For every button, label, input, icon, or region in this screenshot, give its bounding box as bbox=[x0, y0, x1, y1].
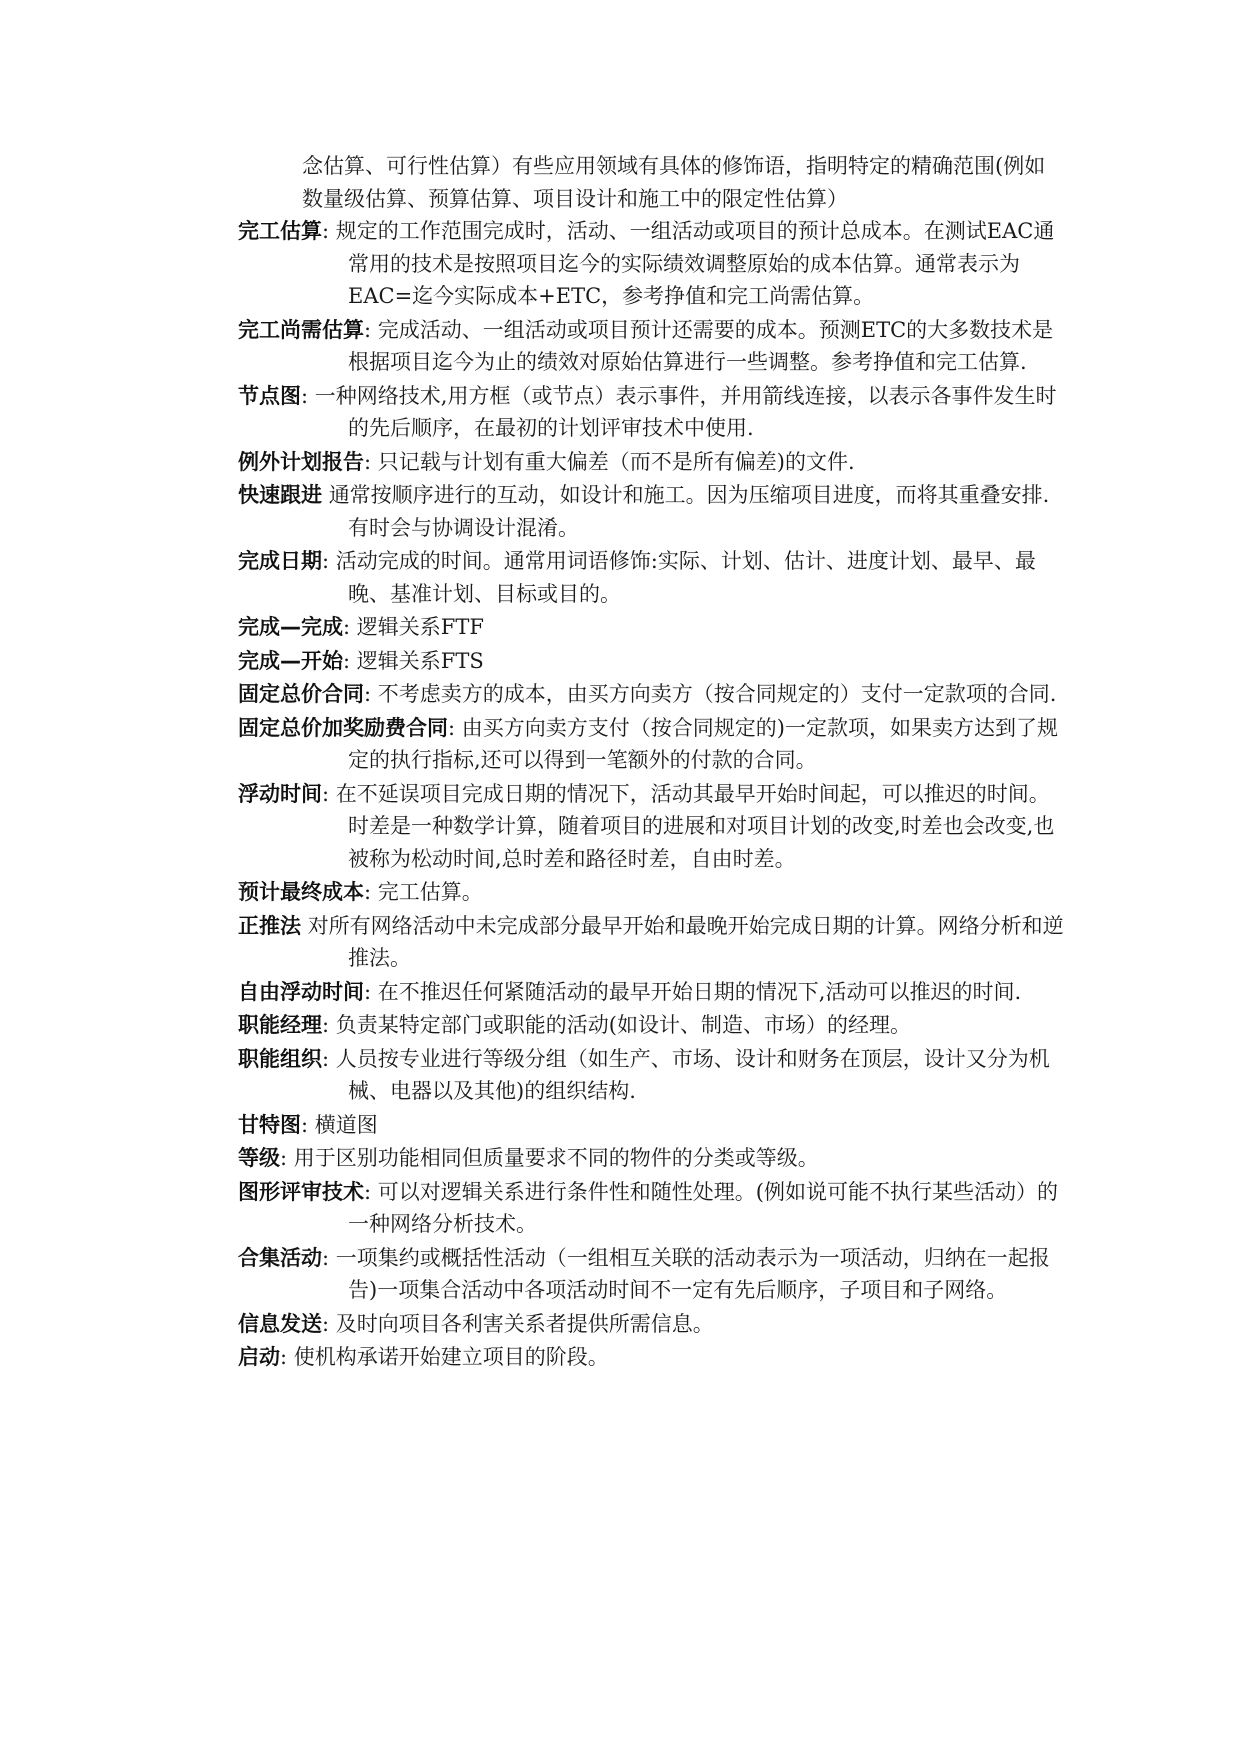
glossary-entry bbox=[238, 545, 1068, 610]
term-separator: : bbox=[280, 1345, 294, 1369]
glossary-definition: 逻辑关系FTS bbox=[356, 648, 484, 673]
term-separator bbox=[322, 483, 329, 507]
glossary-entry bbox=[238, 611, 1068, 644]
glossary-term: 浮动时间 bbox=[238, 781, 322, 806]
glossary-definition: 完工估算。 bbox=[377, 880, 483, 904]
glossary-definition: 完成活动、一组活动或项目预计还需要的成本。预测ETC的大多数技术是根据项目迄今为止的绩效对原始估算进行一些调整。参考挣值和完工估算. bbox=[348, 317, 1054, 374]
glossary-entry bbox=[238, 876, 1068, 909]
glossary-entry bbox=[238, 479, 1068, 544]
term-separator: : bbox=[322, 1013, 336, 1037]
glossary-definition: 在不推迟任何紧随活动的最早开始日期的情况下,活动可以推迟的时间. bbox=[377, 979, 1022, 1004]
glossary-term: 完成—开始 bbox=[238, 648, 343, 673]
term-separator: : bbox=[343, 648, 357, 673]
glossary-definition: 逻辑关系FTF bbox=[356, 615, 484, 639]
glossary-entry bbox=[238, 910, 1068, 975]
glossary-term: 例外计划报告 bbox=[238, 449, 364, 474]
glossary-entry bbox=[238, 1142, 1068, 1175]
glossary-definition: 通常按顺序进行的互动，如设计和施工。因为压缩项目进度，而将其重叠安排.有时会与协调设计混淆。 bbox=[328, 483, 1050, 540]
glossary-term: 甘特图 bbox=[238, 1112, 301, 1137]
glossary-entry bbox=[238, 678, 1068, 711]
glossary-term: 完工估算 bbox=[238, 219, 322, 243]
glossary-entry bbox=[238, 314, 1068, 379]
glossary-term: 图形评审技术 bbox=[238, 1179, 364, 1204]
glossary-entry bbox=[238, 976, 1068, 1009]
glossary-term: 快速跟进 bbox=[238, 483, 322, 507]
term-separator: : bbox=[364, 1179, 378, 1204]
glossary-definition: 规定的工作范围完成时，活动、一组活动或项目的预计总成本。在测试EAC通常用的技术是按照项目迄今的实际绩效调整原始的成本估算。通常表示为EAC=迄今实际成本+ETC，参考挣值和完工尚需估算。 bbox=[335, 219, 1055, 308]
glossary-term: 固定总价加奖励费合同 bbox=[238, 715, 448, 740]
glossary-term: 等级 bbox=[238, 1146, 280, 1170]
glossary-definition: 使机构承诺开始建立项目的阶段。 bbox=[293, 1345, 609, 1369]
glossary-definition: 只记载与计划有重大偏差（而不是所有偏差)的文件. bbox=[377, 449, 855, 474]
term-separator: : bbox=[448, 715, 462, 740]
glossary-term: 信息发送 bbox=[238, 1311, 322, 1336]
term-separator: : bbox=[301, 1112, 315, 1137]
glossary-definition: 人员按专业进行等级分组（如生产、市场、设计和财务在顶层，设计又分为机械、电器以及其他)的组织结构. bbox=[335, 1046, 1050, 1103]
glossary-term: 自由浮动时间 bbox=[238, 979, 364, 1004]
term-separator: : bbox=[322, 1245, 336, 1270]
term-separator: : bbox=[322, 1046, 336, 1071]
glossary-definition: 负责某特定部门或职能的活动(如设计、制造、市场）的经理。 bbox=[335, 1013, 911, 1037]
term-separator bbox=[301, 914, 308, 938]
term-separator: : bbox=[280, 1146, 294, 1170]
glossary-term: 固定总价合同 bbox=[238, 682, 364, 706]
glossary-entry bbox=[238, 1341, 1068, 1374]
glossary-term: 完工尚需估算 bbox=[238, 317, 364, 342]
glossary-definition: 用于区别功能相同但质量要求不同的物件的分类或等级。 bbox=[293, 1146, 819, 1170]
glossary-definition: 活动完成的时间。通常用词语修饰:实际、计划、估计、进度计划、最早、最晚、基准计划、目标或目的。 bbox=[335, 549, 1036, 606]
glossary-entry bbox=[238, 1242, 1068, 1307]
continuation-paragraph: 念估算、可行性估算）有些应用领域有具体的修饰语，指明特定的精确范围(例如数量级估算、预算估算、项目设计和施工中的限定性估算） bbox=[302, 154, 1046, 211]
glossary-entry bbox=[238, 1109, 1068, 1142]
glossary-term: 完成日期 bbox=[238, 549, 322, 573]
glossary-entry bbox=[238, 645, 1068, 678]
glossary-definition: 一项集约或概括性活动（一组相互关联的活动表示为一项活动，归纳在一起报告)一项集合活动中各项活动时间不一定有先后顺序，子项目和子网络。 bbox=[335, 1245, 1050, 1302]
term-separator: : bbox=[364, 880, 378, 904]
glossary-definition: 对所有网络活动中未完成部分最早开始和最晚开始完成日期的计算。网络分析和逆推法。 bbox=[307, 913, 1064, 970]
term-separator: : bbox=[301, 383, 315, 408]
glossary-term: 合集活动 bbox=[238, 1245, 322, 1270]
glossary-definition: 一种网络技术,用方框（或节点）表示事件，并用箭线连接，以表示各事件发生时的先后顺序，在最初的计划评审技术中使用. bbox=[314, 383, 1057, 440]
glossary-term: 预计最终成本 bbox=[238, 880, 364, 904]
glossary-entry bbox=[238, 380, 1068, 445]
glossary-term: 职能组织 bbox=[238, 1046, 322, 1071]
term-separator: : bbox=[322, 781, 336, 806]
glossary-definition: 由买方向卖方支付（按合同规定的)一定款项，如果卖方达到了规定的执行指标,还可以得到一笔额外的付款的合同。 bbox=[348, 715, 1058, 772]
glossary-entry bbox=[238, 1043, 1068, 1108]
glossary-term: 节点图 bbox=[238, 383, 301, 408]
glossary-list bbox=[238, 215, 1068, 1375]
term-separator: : bbox=[364, 449, 378, 474]
glossary-entry bbox=[238, 446, 1068, 479]
term-separator: : bbox=[322, 219, 336, 243]
glossary-entry bbox=[238, 215, 1068, 313]
glossary-definition: 不考虑卖方的成本，由买方向卖方（按合同规定的）支付一定款项的合同. bbox=[377, 682, 1057, 706]
glossary-definition: 及时向项目各利害关系者提供所需信息。 bbox=[335, 1311, 714, 1336]
glossary-term: 正推法 bbox=[238, 913, 301, 938]
glossary-definition: 可以对逻辑关系进行条件性和随性处理。(例如说可能不执行某些活动）的一种网络分析技术。 bbox=[348, 1179, 1058, 1236]
glossary-entry bbox=[238, 1308, 1068, 1341]
term-separator: : bbox=[343, 615, 357, 639]
glossary-entry bbox=[238, 778, 1068, 876]
glossary-entry bbox=[238, 1176, 1068, 1241]
glossary-term: 完成—完成 bbox=[238, 615, 343, 639]
term-separator: : bbox=[322, 1311, 336, 1336]
glossary-definition: 横道图 bbox=[314, 1112, 378, 1137]
glossary-term: 职能经理 bbox=[238, 1013, 322, 1037]
glossary-definition: 在不延误项目完成日期的情况下，活动其最早开始时间起，可以推迟的时间。时差是一种数学计算，随着项目的进展和对项目计划的改变,时差也会改变,也被称为松动时间,总时差和路径时差，自由时差。 bbox=[335, 781, 1055, 871]
glossary-entry bbox=[238, 1009, 1068, 1042]
term-separator: : bbox=[322, 549, 336, 573]
term-separator: : bbox=[364, 317, 378, 342]
term-separator: : bbox=[364, 979, 378, 1004]
glossary-term: 启动 bbox=[238, 1345, 280, 1369]
term-separator: : bbox=[364, 682, 378, 706]
glossary-entry bbox=[238, 712, 1068, 777]
